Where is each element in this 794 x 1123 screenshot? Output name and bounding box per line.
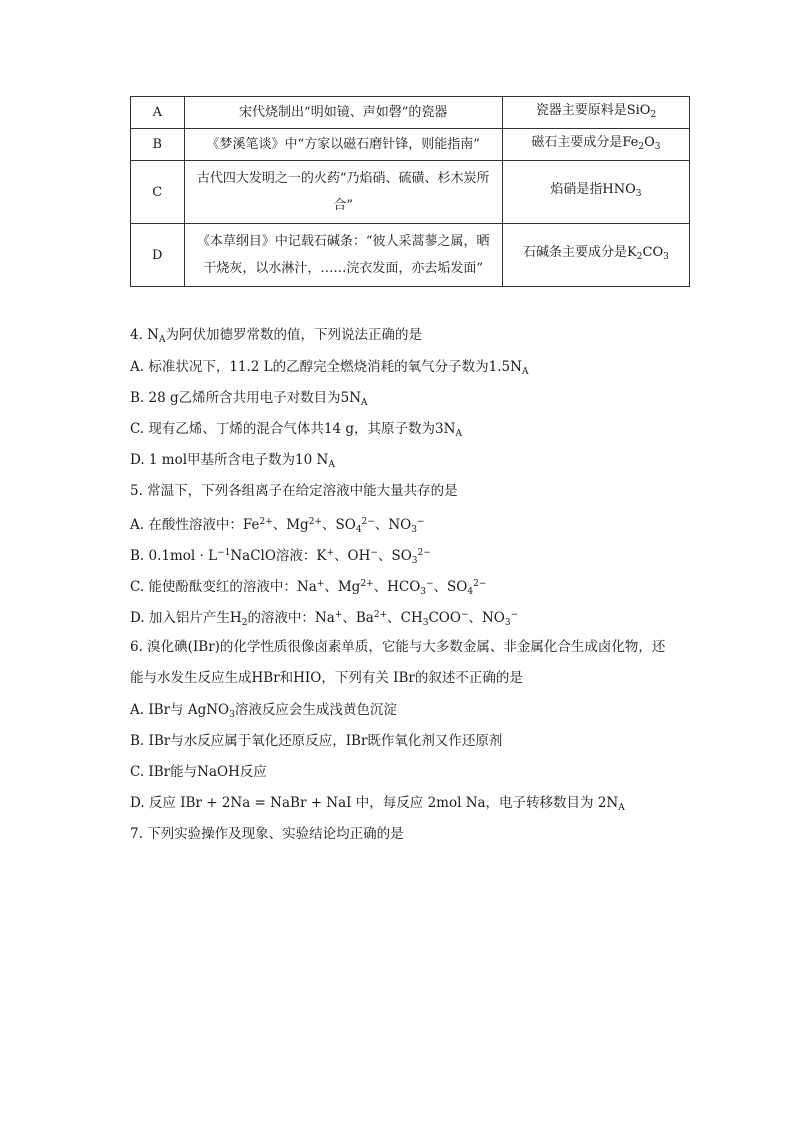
q5-option-b[interactable]: B. $0.1mol \cdot L^{-1}NaClO$溶液：K+、OH−、$SO_3^{2-}$ [130, 548, 431, 566]
q5-option-c[interactable]: C. 能使酚酞变红的溶液中：Na+、$Mg^{2+}$、$HCO_3^-$、$SO_4^{2-}$ [130, 579, 487, 597]
table-row [131, 224, 690, 287]
q6-stem-line1: 6. 溴化碘(IBr)的化学性质很像卤素单质，它能与大多数金属、非金属化合生成卤化物，还 [130, 639, 666, 655]
q6-stem-line2: 能与水发生反应生成HBr和HIO，下列有关 IBr的叙述不正确的是 [130, 670, 523, 686]
row-statement: 《本草纲目》中记载石碱条：“彼人采蒿蓼之属，晒 干烧灰，以水淋汁，……浣衣发面，亦去垢发面” [184, 224, 502, 287]
q4-option-b[interactable]: B. 28 g乙烯所含共用电子对数目为$5N_A$ [130, 390, 368, 408]
row-statement: 《梦溪笔谈》中“方家以磁石磨针锋，则能指南” [184, 129, 502, 161]
q5-stem: 5. 常温下，下列各组离子在给定溶液中能大量共存的是 [130, 483, 458, 499]
table-row [131, 97, 690, 129]
q4-stem: 4. $N_A$为阿伏加德罗常数的值，下列说法正确的是 [130, 327, 422, 345]
row-letter: D [131, 224, 185, 287]
q6-option-d[interactable]: D. 反应 IBr + 2Na = NaBr + NaI 中，每反应 2mol Na，电子转移数目为 $2N_A$ [130, 795, 625, 813]
row-conclusion: 焰硝是指$HNO_3$ [502, 161, 689, 224]
row-letter: C [131, 161, 185, 224]
options-table [130, 96, 690, 287]
row-conclusion: 石碱条主要成分是$K_2CO_3$ [502, 224, 689, 287]
row-conclusion: 磁石主要成分是$Fe_2O_3$ [502, 129, 689, 161]
table-row [131, 129, 690, 161]
table-row [131, 161, 690, 224]
row-statement: 古代四大发明之一的火药“乃焰硝、硫磺、杉木炭所 合” [184, 161, 502, 224]
q6-option-b[interactable]: B. IBr与水反应属于氧化还原反应，IBr既作氧化剂又作还原剂 [130, 733, 503, 749]
q7-stem: 7. 下列实验操作及现象、实验结论均正确的是 [130, 826, 404, 842]
q4-option-a[interactable]: A. 标准状况下，11.2 L的乙醇完全燃烧消耗的氧气分子数为$1.5N_A$ [130, 359, 529, 377]
q5-option-a[interactable]: A. 在酸性溶液中：$Fe^{2+}$、$Mg^{2+}$、$SO_4^{2-}$、$NO_3^-$ [130, 517, 425, 535]
row-letter: A [131, 97, 185, 129]
row-conclusion: 瓷器主要原料是SiO$_2$ [502, 97, 689, 129]
q4-option-d[interactable]: D. 1 mol甲基所含电子数为10 $N_A$ [130, 452, 335, 470]
row-letter: B [131, 129, 185, 161]
row-statement: 宋代烧制出“明如镜、声如磬”的瓷器 [184, 97, 502, 129]
q6-option-c[interactable]: C. IBr能与NaOH反应 [130, 764, 267, 780]
q6-option-a[interactable]: A. IBr与 AgNO$_3$溶液反应会生成浅黄色沉淀 [130, 702, 397, 720]
q5-option-d[interactable]: D. 加入铝片产生$H_2$的溶液中：Na+、$Ba^{2+}$、$CH_3COO^-$、$NO_3^-$ [130, 610, 519, 628]
q4-option-c[interactable]: C. 现有乙烯、丁烯的混合气体共14 g，其原子数为$3N_A$ [130, 421, 462, 439]
